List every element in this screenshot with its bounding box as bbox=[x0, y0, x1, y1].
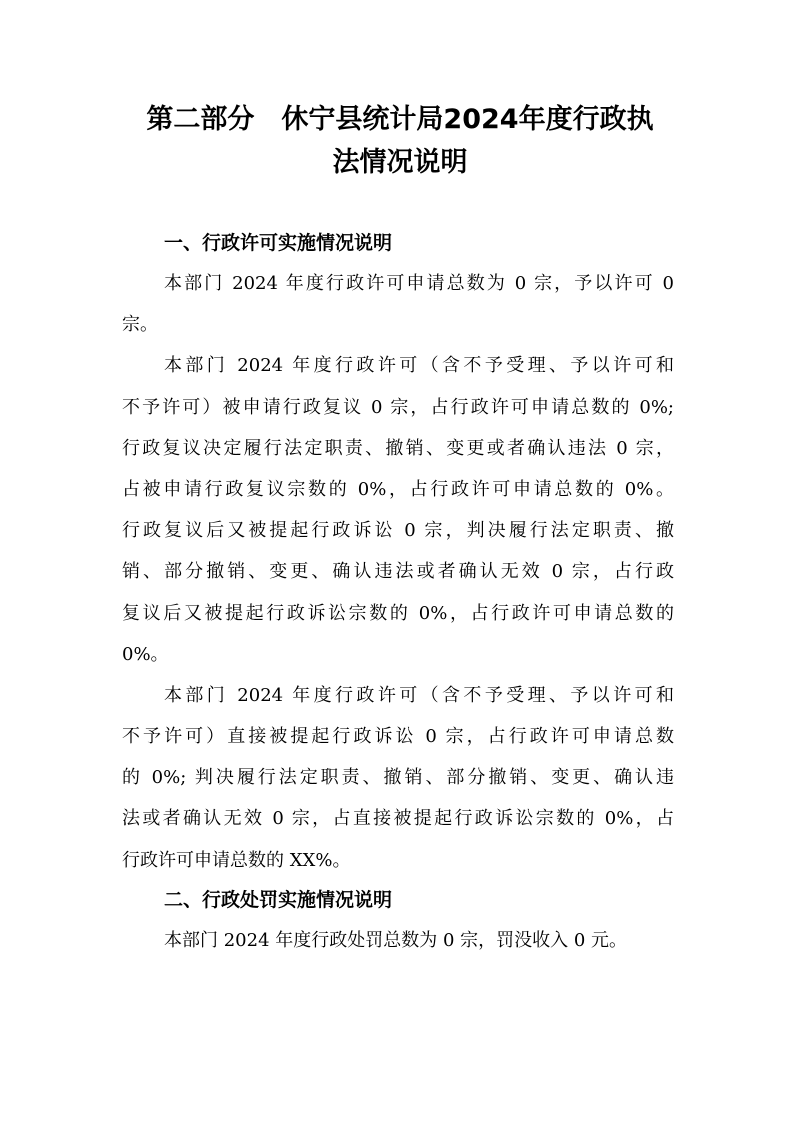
text-line: 本部门 2024 年度行政许可（含不予受理、予以许可和 bbox=[164, 684, 674, 706]
paragraph-penalty-summary bbox=[122, 920, 674, 961]
section-heading-admin-license: 一、行政许可实施情况说明 bbox=[164, 232, 393, 254]
text-line: 复议后又被提起行政诉讼宗数的 0%，占行政许可申请总数的 bbox=[122, 602, 674, 624]
text-line: 本部门 2024 年度行政许可申请总数为 0 宗，予以许可 0 bbox=[164, 273, 674, 294]
paragraph-license-summary bbox=[122, 263, 674, 345]
text-line: 不予许可）直接被提起行政诉讼 0 宗，占行政许可申请总数 bbox=[122, 726, 674, 748]
text-line: 的 0%; 判决履行法定职责、撤销、部分撤销、变更、确认违 bbox=[122, 767, 674, 789]
paragraph-license-litigation bbox=[122, 675, 674, 881]
text-line: 0%。 bbox=[122, 643, 169, 665]
title-line: 法情况说明 bbox=[332, 147, 468, 178]
section-heading-admin-penalty: 二、行政处罚实施情况说明 bbox=[164, 888, 393, 911]
paragraph-license-reconsideration bbox=[122, 345, 674, 675]
text-line: 行政许可申请总数的 XX%。 bbox=[122, 849, 351, 871]
text-line: 宗。 bbox=[122, 314, 158, 336]
text-line: 销、部分撤销、变更、确认违法或者确认无效 0 宗，占行政 bbox=[122, 561, 674, 583]
text-line: 本部门 2024 年度行政处罚总数为 0 宗，罚没收入 0 元。 bbox=[164, 929, 628, 951]
text-line: 行政复议决定履行法定职责、撤销、变更或者确认违法 0 宗， bbox=[122, 437, 674, 459]
text-line: 不予许可）被申请行政复议 0 宗，占行政许可申请总数的 0%; bbox=[122, 396, 674, 418]
text-line: 占被申请行政复议宗数的 0%，占行政许可申请总数的 0%。 bbox=[122, 478, 674, 500]
text-line: 法或者确认无效 0 宗，占直接被提起行政诉讼宗数的 0%，占 bbox=[122, 808, 674, 830]
document-body bbox=[122, 224, 674, 961]
title-line: 第二部分 休宁县统计局2024年度行政执 bbox=[146, 104, 654, 135]
page-title bbox=[100, 98, 700, 184]
text-line: 行政复议后又被提起行政诉讼 0 宗，判决履行法定职责、撤 bbox=[122, 520, 674, 542]
text-line: 本部门 2024 年度行政许可（含不予受理、予以许可和 bbox=[164, 355, 674, 377]
